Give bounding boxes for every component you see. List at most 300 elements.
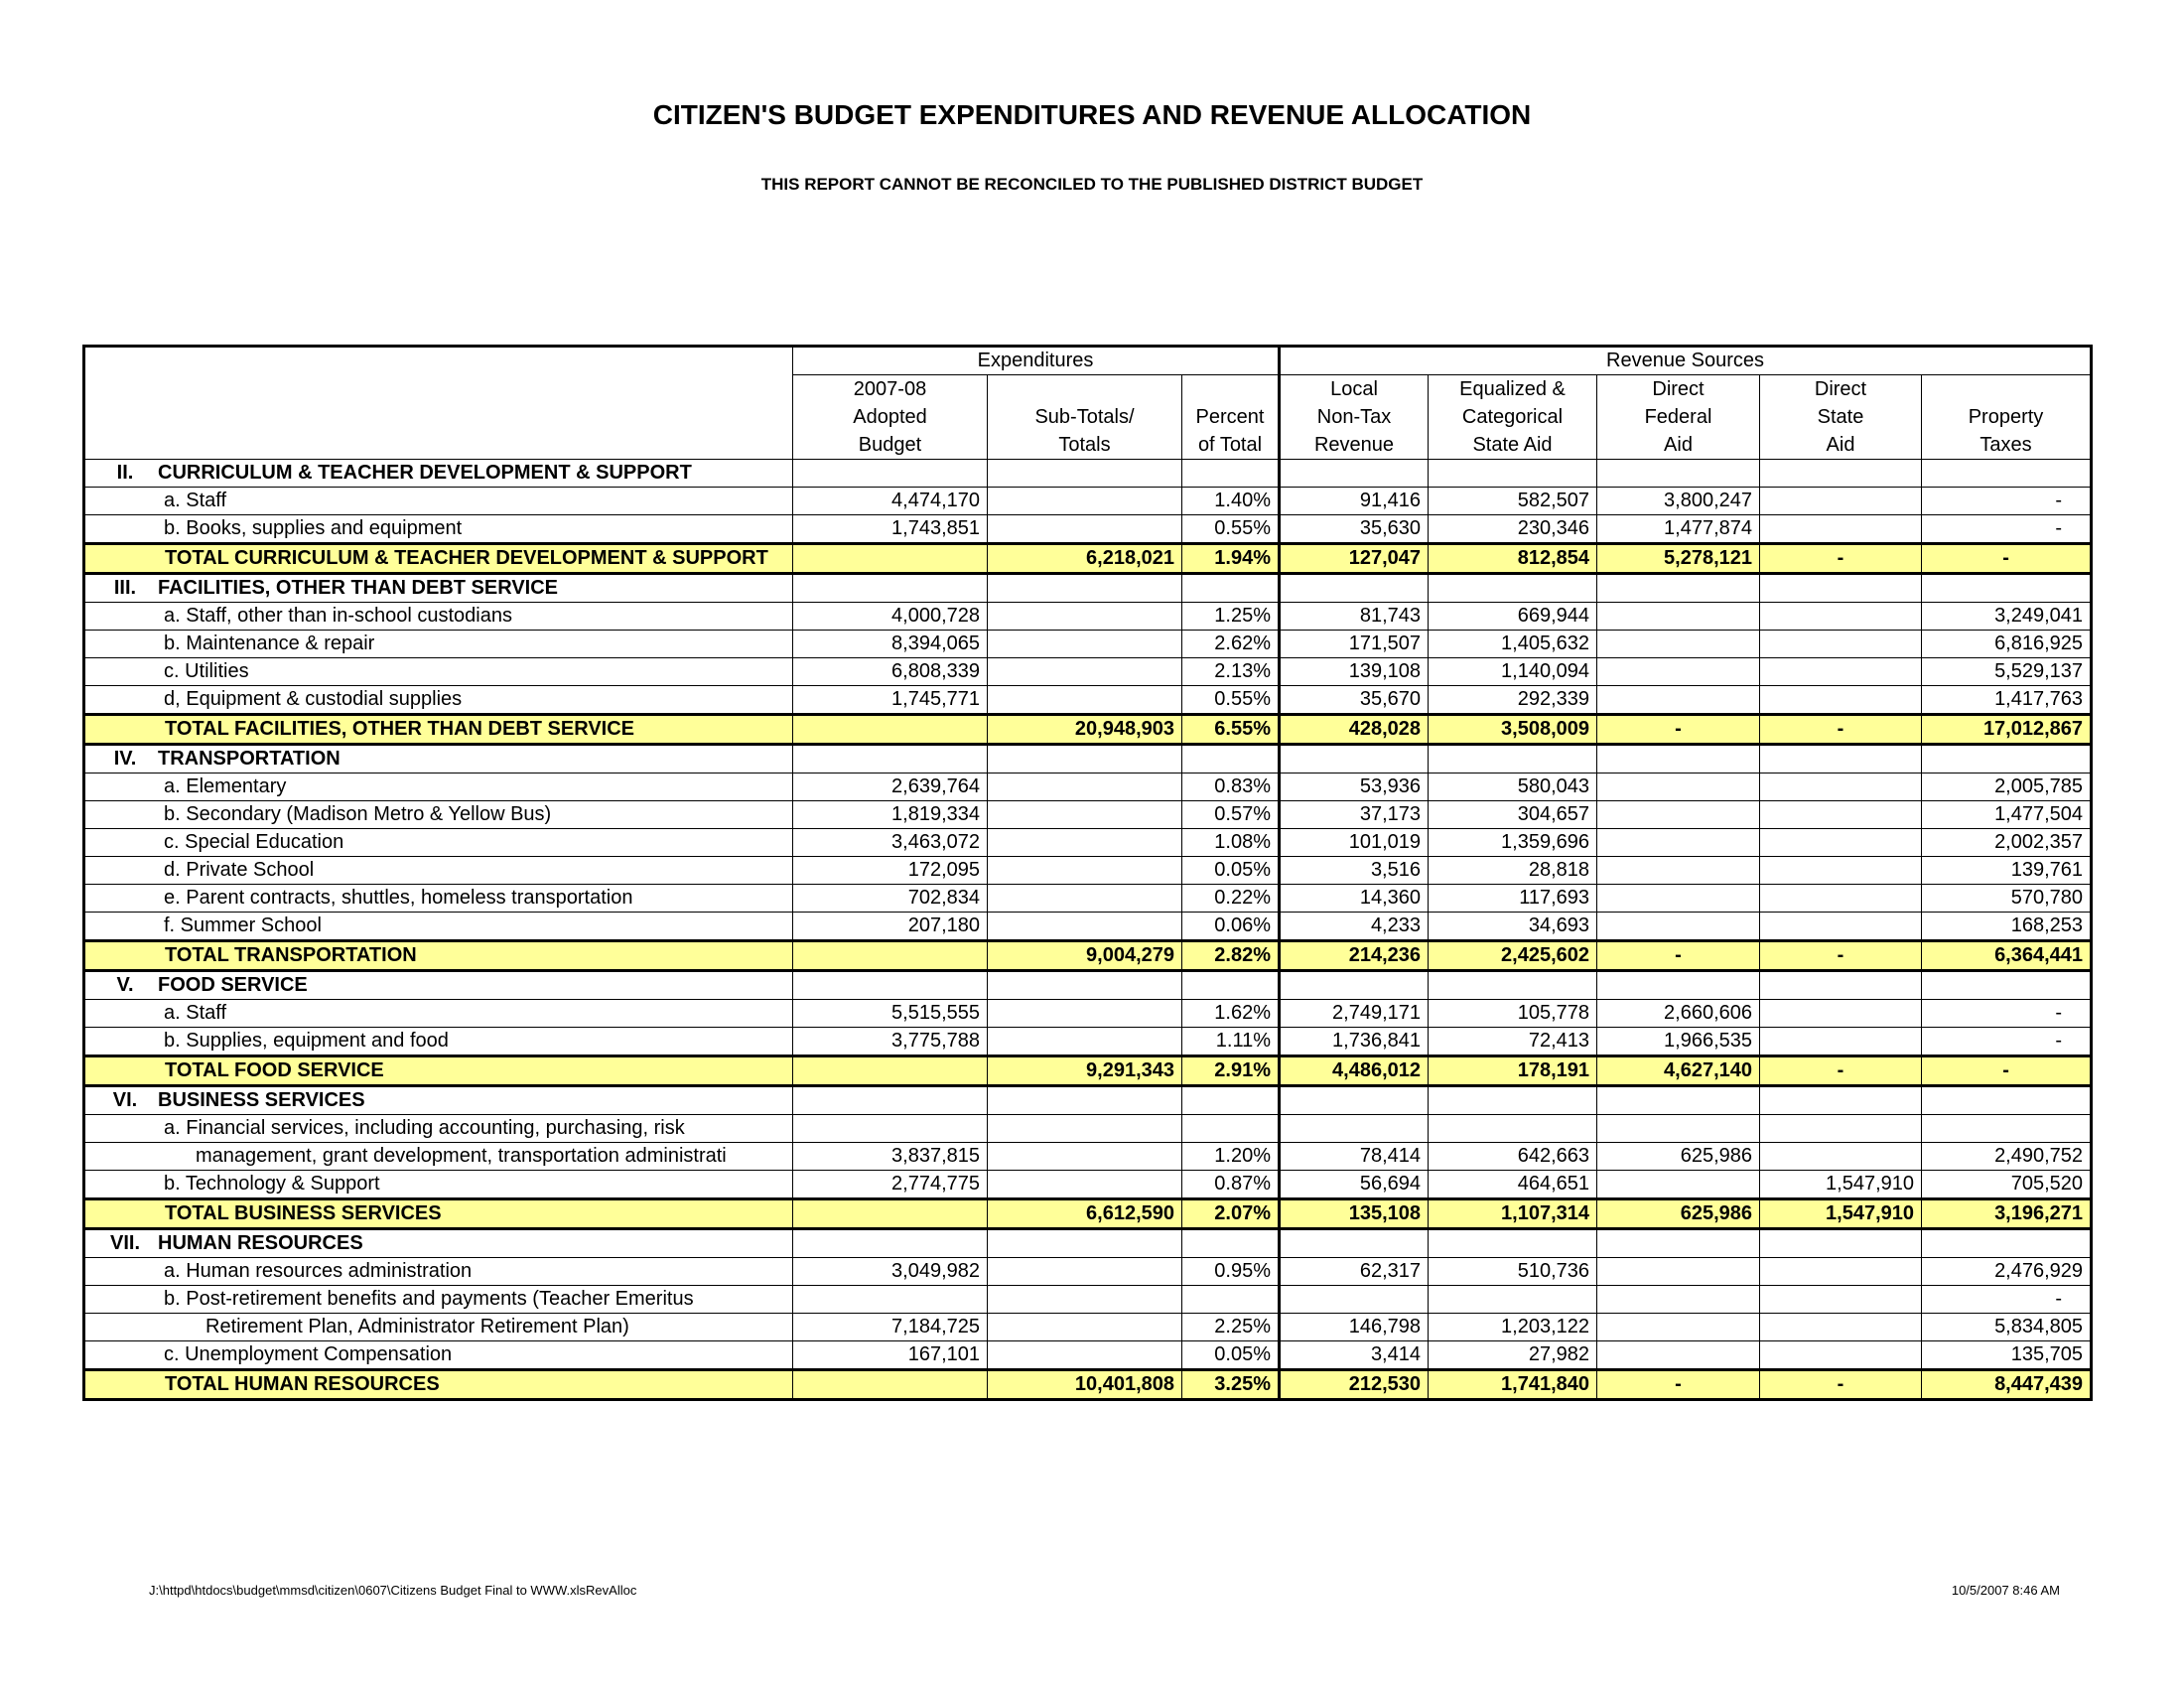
table-row xyxy=(84,515,2092,544)
section-header-row xyxy=(84,971,2092,1000)
state-cell xyxy=(1760,1258,1922,1286)
subtotal-cell: 6,218,021 xyxy=(988,544,1182,574)
equalized-cell: 105,778 xyxy=(1429,1000,1597,1028)
state-cell xyxy=(1760,829,1922,857)
row-label-cell xyxy=(84,829,793,857)
table-row xyxy=(84,885,2092,913)
local-cell: 214,236 xyxy=(1280,941,1429,971)
section-number: III. xyxy=(113,577,137,599)
federal-cell xyxy=(1597,686,1760,715)
total-label: TOTAL HUMAN RESOURCES xyxy=(165,1373,440,1395)
table-row xyxy=(84,1286,2092,1314)
state-cell xyxy=(1760,1143,1922,1171)
subtotal-cell xyxy=(988,1000,1182,1028)
local-cell: 91,416 xyxy=(1280,488,1429,515)
row-label-cell xyxy=(84,1143,793,1171)
section-header-row xyxy=(84,745,2092,774)
row-label-cell xyxy=(84,774,793,801)
percent-cell: 0.06% xyxy=(1182,913,1280,941)
property-cell: 2,476,929 xyxy=(1922,1258,2092,1286)
budget-table-body xyxy=(84,460,2092,1400)
equalized-cell: 292,339 xyxy=(1429,686,1597,715)
section-title: CURRICULUM & TEACHER DEVELOPMENT & SUPPORT xyxy=(158,462,692,484)
property-cell: 570,780 xyxy=(1922,885,2092,913)
property-cell: 3,249,041 xyxy=(1922,603,2092,631)
budget-cell xyxy=(793,544,988,574)
equalized-cell: 72,413 xyxy=(1429,1028,1597,1056)
subtotal-cell xyxy=(988,658,1182,686)
budget-cell: 3,837,815 xyxy=(793,1143,988,1171)
state-cell: - xyxy=(1760,1370,1922,1400)
section-number: VII. xyxy=(109,1232,140,1254)
row-label: a. Staff xyxy=(164,1002,227,1024)
equalized-cell xyxy=(1429,1115,1597,1143)
empty-cell xyxy=(988,460,1182,488)
local-cell: 78,414 xyxy=(1280,1143,1429,1171)
subtotal-cell xyxy=(988,774,1182,801)
empty-cell xyxy=(1597,460,1760,488)
empty-cell xyxy=(1922,971,2092,1000)
table-row xyxy=(84,1115,2092,1143)
budget-cell: 1,745,771 xyxy=(793,686,988,715)
percent-cell: 0.22% xyxy=(1182,885,1280,913)
federal-cell: 5,278,121 xyxy=(1597,544,1760,574)
empty-cell xyxy=(1182,574,1280,603)
state-cell: 1,547,910 xyxy=(1760,1171,1922,1199)
percent-cell: 3.25% xyxy=(1182,1370,1280,1400)
section-number: II. xyxy=(116,462,134,484)
local-cell: 62,317 xyxy=(1280,1258,1429,1286)
budget-cell xyxy=(793,1056,988,1086)
report-title: CITIZEN'S BUDGET EXPENDITURES AND REVENUE ALLOCATION xyxy=(652,99,1532,130)
empty-cell xyxy=(793,574,988,603)
row-label: management, grant development, transportation administrati xyxy=(196,1145,727,1167)
row-label: a. Staff, other than in-school custodians xyxy=(164,605,512,627)
budget-cell: 8,394,065 xyxy=(793,631,988,658)
row-label: d, Equipment & custodial supplies xyxy=(164,688,463,710)
equalized-cell: 28,818 xyxy=(1429,857,1597,885)
empty-cell xyxy=(1760,971,1922,1000)
local-cell xyxy=(1280,1115,1429,1143)
empty-cell xyxy=(793,460,988,488)
row-label-cell xyxy=(84,1171,793,1199)
equalized-cell: 178,191 xyxy=(1429,1056,1597,1086)
local-cell: 127,047 xyxy=(1280,544,1429,574)
empty-cell xyxy=(1597,1086,1760,1115)
row-label: d. Private School xyxy=(164,859,315,881)
state-cell xyxy=(1760,801,1922,829)
subtotal-cell xyxy=(988,1341,1182,1370)
local-cell: 212,530 xyxy=(1280,1370,1429,1400)
property-cell: - xyxy=(1922,1000,2092,1028)
local-cell: 56,694 xyxy=(1280,1171,1429,1199)
federal-cell: 1,477,874 xyxy=(1597,515,1760,544)
table-row xyxy=(84,829,2092,857)
federal-cell: - xyxy=(1597,1370,1760,1400)
empty-cell xyxy=(793,1086,988,1115)
subtotal-cell xyxy=(988,1115,1182,1143)
federal-cell: 1,966,535 xyxy=(1597,1028,1760,1056)
equalized-cell: 1,107,314 xyxy=(1429,1199,1597,1229)
empty-cell xyxy=(1760,1229,1922,1258)
property-cell: - xyxy=(1922,1286,2092,1314)
state-cell xyxy=(1760,913,1922,941)
subtotal-cell xyxy=(988,885,1182,913)
empty-cell xyxy=(988,1086,1182,1115)
equalized-cell: 580,043 xyxy=(1429,774,1597,801)
state-cell: - xyxy=(1760,544,1922,574)
section-number: IV. xyxy=(113,748,137,770)
section-number: VI. xyxy=(112,1089,138,1111)
budget-column-header: 2007-08 Adopted Budget xyxy=(793,375,988,460)
budget-cell: 702,834 xyxy=(793,885,988,913)
empty-cell xyxy=(1280,971,1429,1000)
state-cell xyxy=(1760,1115,1922,1143)
total-label: TOTAL FACILITIES, OTHER THAN DEBT SERVICE xyxy=(165,718,634,740)
percent-cell: 2.07% xyxy=(1182,1199,1280,1229)
table-row xyxy=(84,658,2092,686)
section-header-row xyxy=(84,460,2092,488)
percent-cell: 2.82% xyxy=(1182,941,1280,971)
percent-cell xyxy=(1182,1115,1280,1143)
empty-cell xyxy=(1280,574,1429,603)
total-label: TOTAL BUSINESS SERVICES xyxy=(165,1202,442,1224)
percent-cell: 0.05% xyxy=(1182,857,1280,885)
local-cell: 53,936 xyxy=(1280,774,1429,801)
state-cell xyxy=(1760,1028,1922,1056)
row-label: a. Human resources administration xyxy=(164,1260,473,1282)
federal-cell: 3,800,247 xyxy=(1597,488,1760,515)
federal-cell: 2,660,606 xyxy=(1597,1000,1760,1028)
empty-cell xyxy=(1760,1086,1922,1115)
row-label: b. Technology & Support xyxy=(164,1173,380,1195)
percent-cell: 1.62% xyxy=(1182,1000,1280,1028)
empty-cell xyxy=(988,1229,1182,1258)
table-row xyxy=(84,1143,2092,1171)
percent-cell: 2.25% xyxy=(1182,1314,1280,1341)
equalized-cell: 642,663 xyxy=(1429,1143,1597,1171)
section-title: TRANSPORTATION xyxy=(158,748,341,770)
subtotal-cell xyxy=(988,1143,1182,1171)
property-cell: - xyxy=(1922,1056,2092,1086)
budget-cell: 5,515,555 xyxy=(793,1000,988,1028)
local-cell: 139,108 xyxy=(1280,658,1429,686)
percent-cell: 1.11% xyxy=(1182,1028,1280,1056)
percent-cell: 1.25% xyxy=(1182,603,1280,631)
table-row xyxy=(84,631,2092,658)
row-label-cell xyxy=(84,1056,793,1086)
total-row xyxy=(84,544,2092,574)
federal-cell xyxy=(1597,829,1760,857)
equalized-cell: 230,346 xyxy=(1429,515,1597,544)
state-cell xyxy=(1760,857,1922,885)
empty-cell xyxy=(1182,1229,1280,1258)
property-cell: 168,253 xyxy=(1922,913,2092,941)
property-cell: 6,816,925 xyxy=(1922,631,2092,658)
budget-cell: 4,474,170 xyxy=(793,488,988,515)
percent-cell xyxy=(1182,1286,1280,1314)
empty-cell xyxy=(1760,574,1922,603)
state-cell xyxy=(1760,1000,1922,1028)
subtotal-cell xyxy=(988,857,1182,885)
section-title-cell xyxy=(84,460,793,488)
section-title: HUMAN RESOURCES xyxy=(158,1232,363,1254)
empty-cell xyxy=(793,745,988,774)
subtotal-cell: 20,948,903 xyxy=(988,715,1182,745)
federal-aid-column-header: Direct Federal Aid xyxy=(1597,375,1760,460)
federal-cell xyxy=(1597,603,1760,631)
equalized-cell: 510,736 xyxy=(1429,1258,1597,1286)
federal-cell xyxy=(1597,857,1760,885)
property-cell: 1,417,763 xyxy=(1922,686,2092,715)
local-cell: 1,736,841 xyxy=(1280,1028,1429,1056)
row-label-cell xyxy=(84,1314,793,1341)
empty-cell xyxy=(1597,1229,1760,1258)
section-header-row xyxy=(84,574,2092,603)
equalized-cell: 34,693 xyxy=(1429,913,1597,941)
property-cell: - xyxy=(1922,488,2092,515)
row-label-cell xyxy=(84,1199,793,1229)
budget-cell: 2,774,775 xyxy=(793,1171,988,1199)
equalized-cell: 117,693 xyxy=(1429,885,1597,913)
empty-cell xyxy=(1280,460,1429,488)
table-row xyxy=(84,913,2092,941)
property-cell: 17,012,867 xyxy=(1922,715,2092,745)
subtotal-cell xyxy=(988,829,1182,857)
percent-cell: 1.08% xyxy=(1182,829,1280,857)
row-label-cell xyxy=(84,544,793,574)
property-cell xyxy=(1922,1115,2092,1143)
empty-cell xyxy=(1922,1229,2092,1258)
percent-cell: 2.62% xyxy=(1182,631,1280,658)
blank-header-cell xyxy=(84,347,793,375)
property-cell: 6,364,441 xyxy=(1922,941,2092,971)
subtotal-cell: 9,004,279 xyxy=(988,941,1182,971)
section-header-row xyxy=(84,1086,2092,1115)
file-path-footer: J:\httpd\htdocs\budget\mmsd\citizen\0607\Citizens Budget Final to WWW.xlsRevAlloc xyxy=(149,1583,637,1598)
row-label-cell xyxy=(84,488,793,515)
total-row xyxy=(84,941,2092,971)
budget-cell: 172,095 xyxy=(793,857,988,885)
state-cell xyxy=(1760,515,1922,544)
row-label-cell xyxy=(84,857,793,885)
row-label: a. Staff xyxy=(164,490,227,511)
state-cell xyxy=(1760,885,1922,913)
section-title-cell xyxy=(84,745,793,774)
percent-cell: 1.20% xyxy=(1182,1143,1280,1171)
local-cell: 35,630 xyxy=(1280,515,1429,544)
empty-cell xyxy=(1429,1229,1597,1258)
equalized-cell: 669,944 xyxy=(1429,603,1597,631)
local-revenue-column-header: Local Non-Tax Revenue xyxy=(1280,375,1429,460)
empty-cell xyxy=(1280,745,1429,774)
percent-cell: 0.95% xyxy=(1182,1258,1280,1286)
row-label-cell xyxy=(84,1286,793,1314)
local-cell: 4,233 xyxy=(1280,913,1429,941)
empty-cell xyxy=(1922,1086,2092,1115)
table-row xyxy=(84,774,2092,801)
budget-cell: 1,819,334 xyxy=(793,801,988,829)
local-cell: 4,486,012 xyxy=(1280,1056,1429,1086)
budget-cell: 7,184,725 xyxy=(793,1314,988,1341)
subtotal-cell xyxy=(988,603,1182,631)
empty-cell xyxy=(1429,460,1597,488)
row-label-cell xyxy=(84,941,793,971)
table-row xyxy=(84,1314,2092,1341)
row-label-cell xyxy=(84,885,793,913)
row-label-cell xyxy=(84,686,793,715)
local-cell: 146,798 xyxy=(1280,1314,1429,1341)
state-cell xyxy=(1760,488,1922,515)
row-label: b. Post-retirement benefits and payments (Teacher Emeritus xyxy=(164,1288,694,1310)
table-row xyxy=(84,857,2092,885)
federal-cell xyxy=(1597,658,1760,686)
section-header-row xyxy=(84,1229,2092,1258)
table-row xyxy=(84,1028,2092,1056)
property-cell: - xyxy=(1922,515,2092,544)
local-cell: 2,749,171 xyxy=(1280,1000,1429,1028)
property-cell: 2,490,752 xyxy=(1922,1143,2092,1171)
equalized-cell xyxy=(1429,1286,1597,1314)
empty-cell xyxy=(988,745,1182,774)
percent-cell: 0.57% xyxy=(1182,801,1280,829)
equalized-cell: 1,359,696 xyxy=(1429,829,1597,857)
equalized-aid-column-header: Equalized & Categorical State Aid xyxy=(1429,375,1597,460)
empty-cell xyxy=(988,971,1182,1000)
subtotal-cell xyxy=(988,1314,1182,1341)
table-row xyxy=(84,1000,2092,1028)
property-cell: - xyxy=(1922,544,2092,574)
empty-cell xyxy=(1597,971,1760,1000)
federal-cell xyxy=(1597,913,1760,941)
subtotal-cell xyxy=(988,801,1182,829)
equalized-cell: 3,508,009 xyxy=(1429,715,1597,745)
equalized-cell: 582,507 xyxy=(1429,488,1597,515)
row-label-cell xyxy=(84,631,793,658)
table-row xyxy=(84,801,2092,829)
report-subtitle: THIS REPORT CANNOT BE RECONCILED TO THE PUBLISHED DISTRICT BUDGET xyxy=(760,175,1424,194)
row-label-cell xyxy=(84,1028,793,1056)
state-cell xyxy=(1760,631,1922,658)
budget-cell: 1,743,851 xyxy=(793,515,988,544)
table-row xyxy=(84,686,2092,715)
state-cell xyxy=(1760,1341,1922,1370)
subtotal-cell: 10,401,808 xyxy=(988,1370,1182,1400)
empty-cell xyxy=(1922,460,2092,488)
empty-cell xyxy=(1760,460,1922,488)
state-aid-column-header: Direct State Aid xyxy=(1760,375,1922,460)
total-row xyxy=(84,715,2092,745)
table-row xyxy=(84,1171,2092,1199)
percent-cell: 2.13% xyxy=(1182,658,1280,686)
column-header-row xyxy=(84,375,2092,460)
budget-cell xyxy=(793,1370,988,1400)
empty-cell xyxy=(1760,745,1922,774)
equalized-cell: 1,140,094 xyxy=(1429,658,1597,686)
subtotal-cell xyxy=(988,686,1182,715)
row-label: c. Unemployment Compensation xyxy=(164,1343,453,1365)
row-label-cell xyxy=(84,603,793,631)
row-label: c. Special Education xyxy=(164,831,344,853)
subtotal-cell xyxy=(988,515,1182,544)
percent-cell: 1.94% xyxy=(1182,544,1280,574)
equalized-cell: 1,203,122 xyxy=(1429,1314,1597,1341)
expenditures-group-header: Expenditures xyxy=(793,347,1280,375)
empty-cell xyxy=(1182,460,1280,488)
row-label-cell xyxy=(84,1341,793,1370)
subtotal-cell xyxy=(988,913,1182,941)
equalized-cell: 1,405,632 xyxy=(1429,631,1597,658)
equalized-cell: 304,657 xyxy=(1429,801,1597,829)
total-row xyxy=(84,1199,2092,1229)
state-cell: 1,547,910 xyxy=(1760,1199,1922,1229)
percent-column-header: Percent of Total xyxy=(1182,375,1280,460)
budget-cell: 2,639,764 xyxy=(793,774,988,801)
row-label-cell xyxy=(84,515,793,544)
table-row xyxy=(84,1258,2092,1286)
budget-cell: 207,180 xyxy=(793,913,988,941)
empty-cell xyxy=(1429,1086,1597,1115)
local-cell: 81,743 xyxy=(1280,603,1429,631)
empty-cell xyxy=(1429,574,1597,603)
federal-cell xyxy=(1597,801,1760,829)
empty-cell xyxy=(1922,574,2092,603)
row-label-cell xyxy=(84,658,793,686)
percent-cell: 0.55% xyxy=(1182,515,1280,544)
state-cell xyxy=(1760,658,1922,686)
equalized-cell: 464,651 xyxy=(1429,1171,1597,1199)
subtotal-cell: 9,291,343 xyxy=(988,1056,1182,1086)
empty-cell xyxy=(988,574,1182,603)
property-cell: 3,196,271 xyxy=(1922,1199,2092,1229)
property-cell: 1,477,504 xyxy=(1922,801,2092,829)
table-row xyxy=(84,603,2092,631)
subtotal-cell xyxy=(988,631,1182,658)
empty-cell xyxy=(1280,1086,1429,1115)
state-cell: - xyxy=(1760,715,1922,745)
local-cell: 171,507 xyxy=(1280,631,1429,658)
property-cell: 5,834,805 xyxy=(1922,1314,2092,1341)
row-label: e. Parent contracts, shuttles, homeless transportation xyxy=(164,887,633,909)
state-cell xyxy=(1760,603,1922,631)
federal-cell: 625,986 xyxy=(1597,1143,1760,1171)
subtotal-cell xyxy=(988,488,1182,515)
state-cell xyxy=(1760,1314,1922,1341)
federal-cell xyxy=(1597,1258,1760,1286)
state-cell xyxy=(1760,774,1922,801)
section-title: FOOD SERVICE xyxy=(158,974,308,996)
federal-cell xyxy=(1597,774,1760,801)
equalized-cell: 2,425,602 xyxy=(1429,941,1597,971)
row-label: Retirement Plan, Administrator Retirement Plan) xyxy=(205,1316,629,1337)
budget-table xyxy=(82,345,2093,1401)
state-cell: - xyxy=(1760,941,1922,971)
percent-cell: 1.40% xyxy=(1182,488,1280,515)
budget-cell xyxy=(793,941,988,971)
section-number: V. xyxy=(116,974,134,996)
property-taxes-column-header: Property Taxes xyxy=(1922,375,2092,460)
row-label: a. Elementary xyxy=(164,775,287,797)
section-title-cell xyxy=(84,971,793,1000)
budget-cell: 167,101 xyxy=(793,1341,988,1370)
equalized-cell: 812,854 xyxy=(1429,544,1597,574)
federal-cell: - xyxy=(1597,715,1760,745)
timestamp-footer: 10/5/2007 8:46 AM xyxy=(1951,1583,2060,1598)
section-title: FACILITIES, OTHER THAN DEBT SERVICE xyxy=(158,577,558,599)
state-cell: - xyxy=(1760,1056,1922,1086)
percent-cell: 0.05% xyxy=(1182,1341,1280,1370)
row-label: b. Maintenance & repair xyxy=(164,633,375,654)
